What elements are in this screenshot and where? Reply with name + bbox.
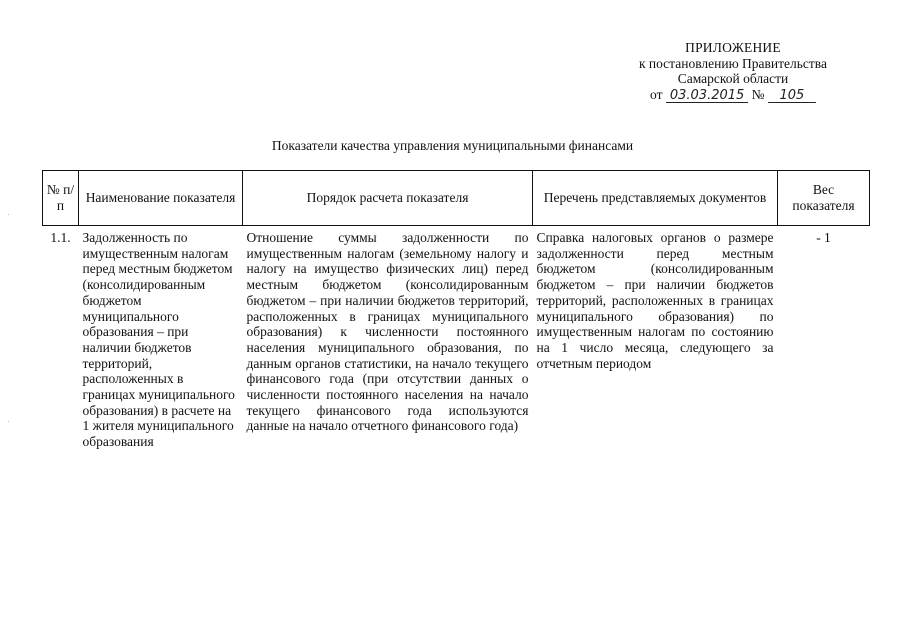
document-header [639, 40, 827, 103]
handwritten-number: 105 [768, 89, 816, 103]
resolution-line: к постановлению Правительства [638, 55, 827, 71]
document-title: Показатели качества управления муниципальными финансами [271, 138, 634, 153]
scan-mark [8, 214, 9, 215]
table-header-row [43, 171, 870, 226]
header-name: Наименование показателя [79, 171, 243, 226]
cell-docs: Справка налоговых органов о размере задолженности перед местным бюджетом (консолидированным бюджетом – при наличии бюджетов территорий, расположенных в границах муниципального образования) по имущественным налогам по состоянию на 1 число месяца, следующего за отчетным периодом [536, 230, 774, 371]
header-calc: Порядок расчета показателя [243, 171, 533, 226]
scan-mark [8, 421, 9, 422]
cell-weight: - 1 [816, 230, 831, 245]
header-docs: Перечень представляемых документов [533, 171, 778, 226]
appendix-label: ПРИЛОЖЕНИЕ [685, 40, 781, 55]
cell-calc: Отношение суммы задолженности по имущественным налогам (земельному налогу и налогу на имущество физических лиц) перед местным бюджетом (консолидированным бюджетом – при наличии бюджетов территорий, расположенных в границах муниципального образования) к численности постоянного населения муниципального образования, по данным органов статистики, на начало текущего финансового года (при отсутствии данных о численности постоянного населения на начало текущего финансового года используются данные на начало отчетного финансового года) [246, 230, 529, 434]
region-line: Самарской области [677, 71, 789, 86]
handwritten-date: 03.03.2015 [666, 89, 748, 103]
date-number-line [639, 87, 827, 103]
header-num: № п/п [43, 171, 79, 226]
header-weight: Вес показателя [778, 171, 870, 226]
cell-num: 1.1. [50, 230, 71, 245]
date-prefix: от [650, 86, 663, 102]
number-sign: № [751, 86, 765, 102]
indicators-table [42, 170, 870, 450]
table-row [43, 226, 870, 450]
cell-name: Задолженность по имущественным налогам перед местным бюджетом (консолидированным бюджетом муниципального образования – при наличии бюджетов территорий, расположенных в границах муниципального образования) в расчете на 1 жителя муниципального образования [82, 230, 235, 450]
